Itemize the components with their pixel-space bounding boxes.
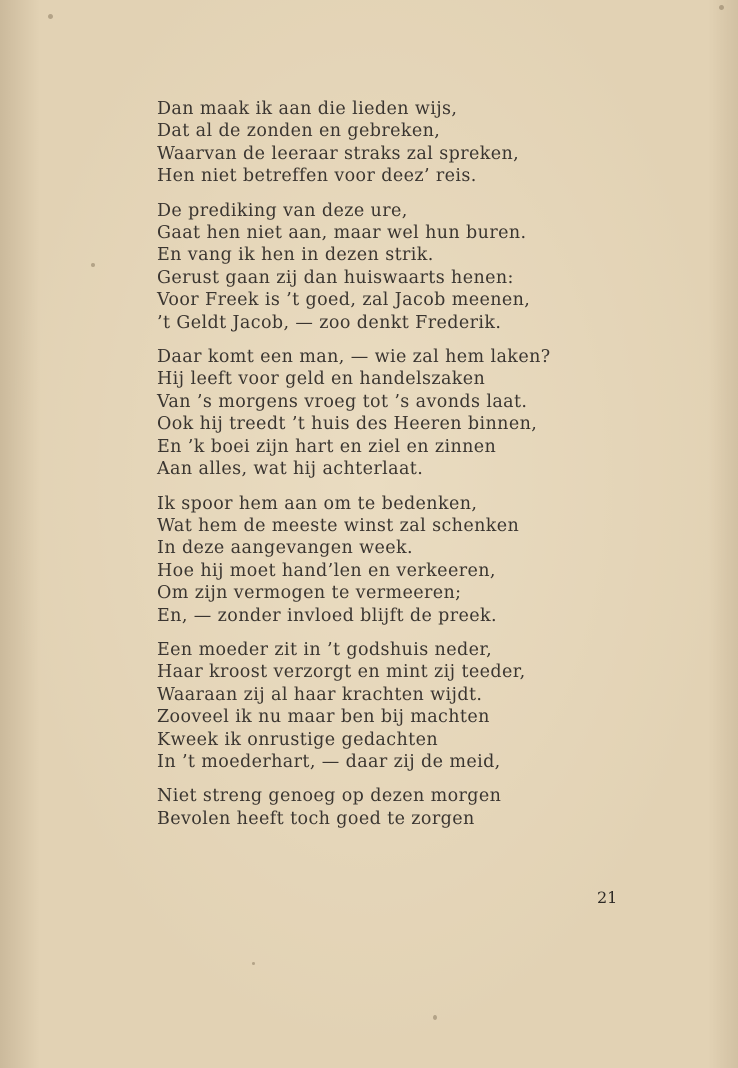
poem-line: Kweek ik onrustige gedachten — [157, 729, 438, 750]
poem-line: In ’t moederhart, — daar zij de meid, — [157, 751, 501, 772]
poem-line: Bevolen heeft toch goed te zorgen — [157, 808, 475, 829]
paper-speck — [433, 1015, 437, 1020]
poem-line: En vang ik hen in dezen strik. — [157, 245, 434, 266]
poem-line: Niet streng genoeg op dezen morgen — [157, 786, 502, 807]
poem-line: Ik spoor hem aan om te bedenken, — [157, 493, 478, 514]
poem-line: Hen niet betreffen voor deez’ reis. — [157, 166, 477, 187]
poem-line: De prediking van deze ure, — [157, 200, 408, 221]
stanza — [157, 98, 617, 188]
poem-line: Om zijn vermogen te vermeeren; — [157, 583, 462, 604]
poem-line: Aan alles, wat hij achterlaat. — [157, 459, 424, 480]
poem-line: Waarvan de leeraar straks zal spreken, — [157, 143, 520, 164]
page-number: 21 — [597, 888, 618, 907]
poem-line: In deze aangevangen week. — [157, 538, 413, 559]
poem-line: Hoe hij moet hand’len en verkeeren, — [157, 560, 496, 581]
poem-line: Waaraan zij al haar krachten wijdt. — [157, 684, 483, 705]
stanza — [157, 493, 617, 627]
poem-line: Dan maak ik aan die lieden wijs, — [157, 99, 458, 119]
poem-line: Een moeder zit in ’t godshuis neder, — [157, 639, 493, 660]
stanza — [157, 639, 617, 773]
stanza — [157, 200, 617, 334]
paper-speck — [48, 14, 53, 19]
poem-line: En ’k boei zijn hart en ziel en zinnen — [157, 436, 497, 457]
poem-line: Gaat hen niet aan, maar wel hun buren. — [157, 223, 527, 244]
paper-speck — [91, 263, 95, 267]
poem-line: Hij leeft voor geld en handelszaken — [157, 369, 486, 390]
poem-line: En, — zonder invloed blijft de preek. — [157, 605, 498, 626]
poem-line: Van ’s morgens vroeg tot ’s avonds laat. — [157, 391, 528, 412]
poem-line: Wat hem de meeste winst zal schenken — [157, 515, 520, 536]
poem-line: Zooveel ik nu maar ben bij machten — [157, 707, 490, 728]
poem-line: ’t Geldt Jacob, — zoo denkt Frederik. — [157, 312, 502, 333]
poem-line: Haar kroost verzorgt en mint zij teeder, — [157, 662, 526, 683]
paper-speck — [252, 962, 255, 965]
poem-line: Dat al de zonden en gebreken, — [157, 121, 441, 142]
poem-line: Ook hij treedt ’t huis des Heeren binnen, — [157, 414, 538, 435]
poem-line: Voor Freek is ’t goed, zal Jacob meenen, — [157, 290, 531, 311]
poem-line: Daar komt een man, — wie zal hem laken? — [157, 347, 551, 368]
stanza — [157, 785, 617, 830]
stanza — [157, 346, 617, 480]
poem-text — [157, 98, 617, 842]
poem-line: Gerust gaan zij dan huiswaarts henen: — [157, 267, 514, 288]
paper-speck — [719, 5, 724, 10]
